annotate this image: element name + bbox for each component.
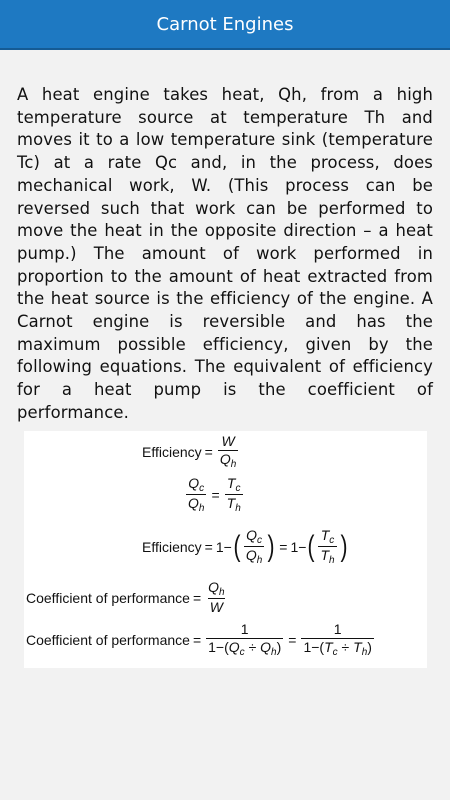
subscript-h: h — [235, 503, 241, 514]
subscript-h: h — [329, 555, 335, 566]
symbol-w: W — [221, 433, 235, 449]
symbol-q: Q — [219, 451, 231, 467]
fraction-qc-over-qh — [186, 475, 206, 514]
symbol-q: Q — [208, 579, 220, 595]
equals-sign: = — [288, 631, 297, 648]
equation-image — [24, 431, 427, 668]
fraction-qc-over-qh — [244, 527, 264, 566]
subscript-h: h — [198, 503, 205, 514]
subscript-h: h — [271, 647, 277, 658]
fraction-qh-over-w — [206, 579, 226, 616]
equation-efficiency — [142, 433, 240, 470]
symbol-q: Q — [228, 639, 240, 655]
equation-ratio — [184, 475, 245, 514]
divide-sign: ÷ — [341, 639, 350, 655]
subscript-c: c — [329, 535, 335, 546]
cop-label: Coefficient of performance — [26, 631, 190, 648]
symbol-t: T — [320, 547, 329, 563]
right-paren: ) — [340, 529, 348, 563]
equation-cop — [26, 579, 229, 616]
equation-cop-expanded — [26, 621, 376, 658]
symbol-t: T — [353, 639, 362, 655]
subscript-c: c — [239, 647, 245, 658]
subscript-h: h — [256, 555, 263, 566]
app-title: Carnot Engines — [156, 13, 294, 35]
symbol-t: T — [226, 495, 236, 511]
fraction-w-over-qh — [218, 433, 238, 470]
numerator-one: 1 — [240, 621, 249, 637]
cop-label: Coefficient of performance — [26, 589, 190, 606]
subscript-h: h — [219, 587, 225, 598]
right-paren: ) — [267, 529, 275, 563]
symbol-t: T — [226, 475, 236, 491]
left-paren: ( — [307, 529, 315, 563]
equals-sign: = — [192, 631, 202, 648]
efficiency-label: Efficiency — [142, 443, 202, 460]
fraction-cop-q: $\frac{1}{1-(Q_c \div Q_h)}$ — [208, 621, 282, 658]
efficiency-label: Efficiency — [142, 538, 202, 555]
symbol-q: Q — [246, 527, 257, 543]
one-minus: 1− — [215, 538, 232, 555]
left-paren: ( — [233, 529, 241, 563]
subscript-h: h — [361, 647, 368, 658]
subscript-c: c — [199, 483, 205, 494]
divide-sign: ÷ — [248, 639, 257, 655]
fraction-tc-over-th — [318, 527, 336, 566]
subscript-c: c — [332, 647, 338, 658]
subscript-c: c — [257, 535, 262, 546]
body-paragraph: A heat engine takes heat, Qh, from a high temperature source at temperature Th and moves it to a low temperature sink (temperature Tc) at a rate Qc and, in the process, does mechanical work, W. (This process can be reversed such that work can be performed to move the heat in the opposite direction – a heat pump.) The amount of work performed in proportion to the amount of heat extracted from the heat source is the efficiency of the engine. A Carnot engine is reversible and has the maximum possible efficiency, given by the following equations. The equivalent of efficiency for a heat pump is the coefficient of performance. — [17, 85, 433, 422]
equals-sign: = — [279, 538, 288, 555]
equals-sign: = — [192, 589, 202, 606]
symbol-q: Q — [188, 475, 200, 491]
symbol-t: T — [320, 527, 330, 543]
equals-sign: = — [204, 538, 213, 555]
fraction-cop-t: $\frac{1}{1-(T_c \div T_h)}$ — [303, 621, 372, 658]
symbol-q: Q — [188, 495, 199, 511]
symbol-t: T — [324, 639, 333, 655]
one-minus: 1− — [290, 538, 307, 555]
equals-sign: = — [204, 443, 213, 460]
one-minus: 1− — [303, 639, 320, 655]
fraction-tc-over-th — [225, 475, 243, 514]
numerator-one: 1 — [333, 621, 342, 637]
one-minus: 1− — [208, 639, 225, 655]
equation-efficiency-expanded — [142, 527, 349, 566]
subscript-h: h — [230, 459, 237, 470]
equals-sign: = — [211, 486, 220, 503]
subscript-c: c — [235, 483, 241, 494]
symbol-w: W — [209, 599, 223, 615]
symbol-q: Q — [245, 547, 257, 563]
symbol-q: Q — [260, 639, 272, 655]
app-bar — [0, 0, 450, 50]
